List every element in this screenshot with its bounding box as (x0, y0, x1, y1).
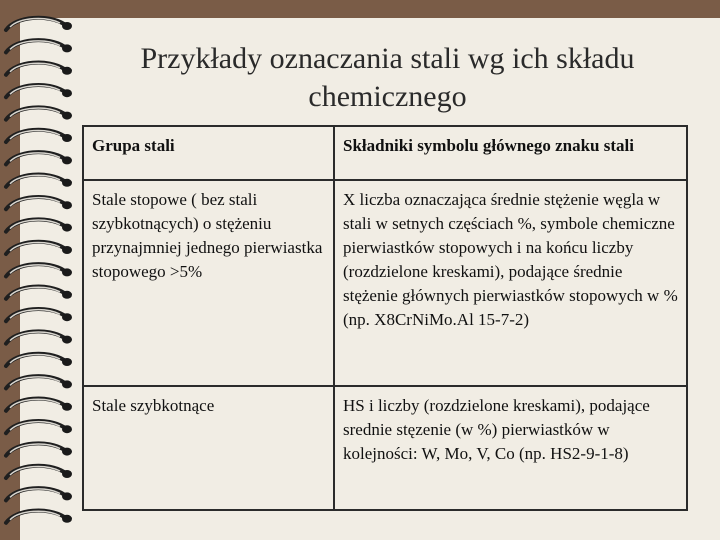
header-cell-group: Grupa stali (83, 126, 334, 180)
cell-group: Stale szybkotnące (83, 386, 334, 510)
cell-components: X liczba oznaczająca średnie stężenie węgla w stali w setnych częściach %, symbole chemiczne pierwiastków stopowych i na końcu liczby (rozdzielone kreskami), podające średnie stężenie głównych pierwiastków stopowych w % (np. X8CrNiMo.Al 15-7-2) (334, 180, 687, 386)
steel-table (82, 125, 688, 511)
cell-components: HS i liczby (rozdzielone kreskami), podające srednie stęzenie (w %) pierwiastków w kolejności: W, Mo, V, Co (np. HS2-9-1-8) (334, 386, 687, 510)
cell-group: Stale stopowe ( bez stali szybkotnących) o stężeniu przynajmniej jednego pierwiastka stopowego >5% (83, 180, 334, 386)
slide-title: Przykłady oznaczania stali wg ich składu chemicznego (140, 42, 635, 113)
table-header-row (83, 126, 687, 180)
spiral-binding-icon (0, 14, 84, 530)
table-row (83, 386, 687, 510)
table-row (83, 180, 687, 386)
header-cell-components: Składniki symbolu głównego znaku stali (334, 126, 687, 180)
